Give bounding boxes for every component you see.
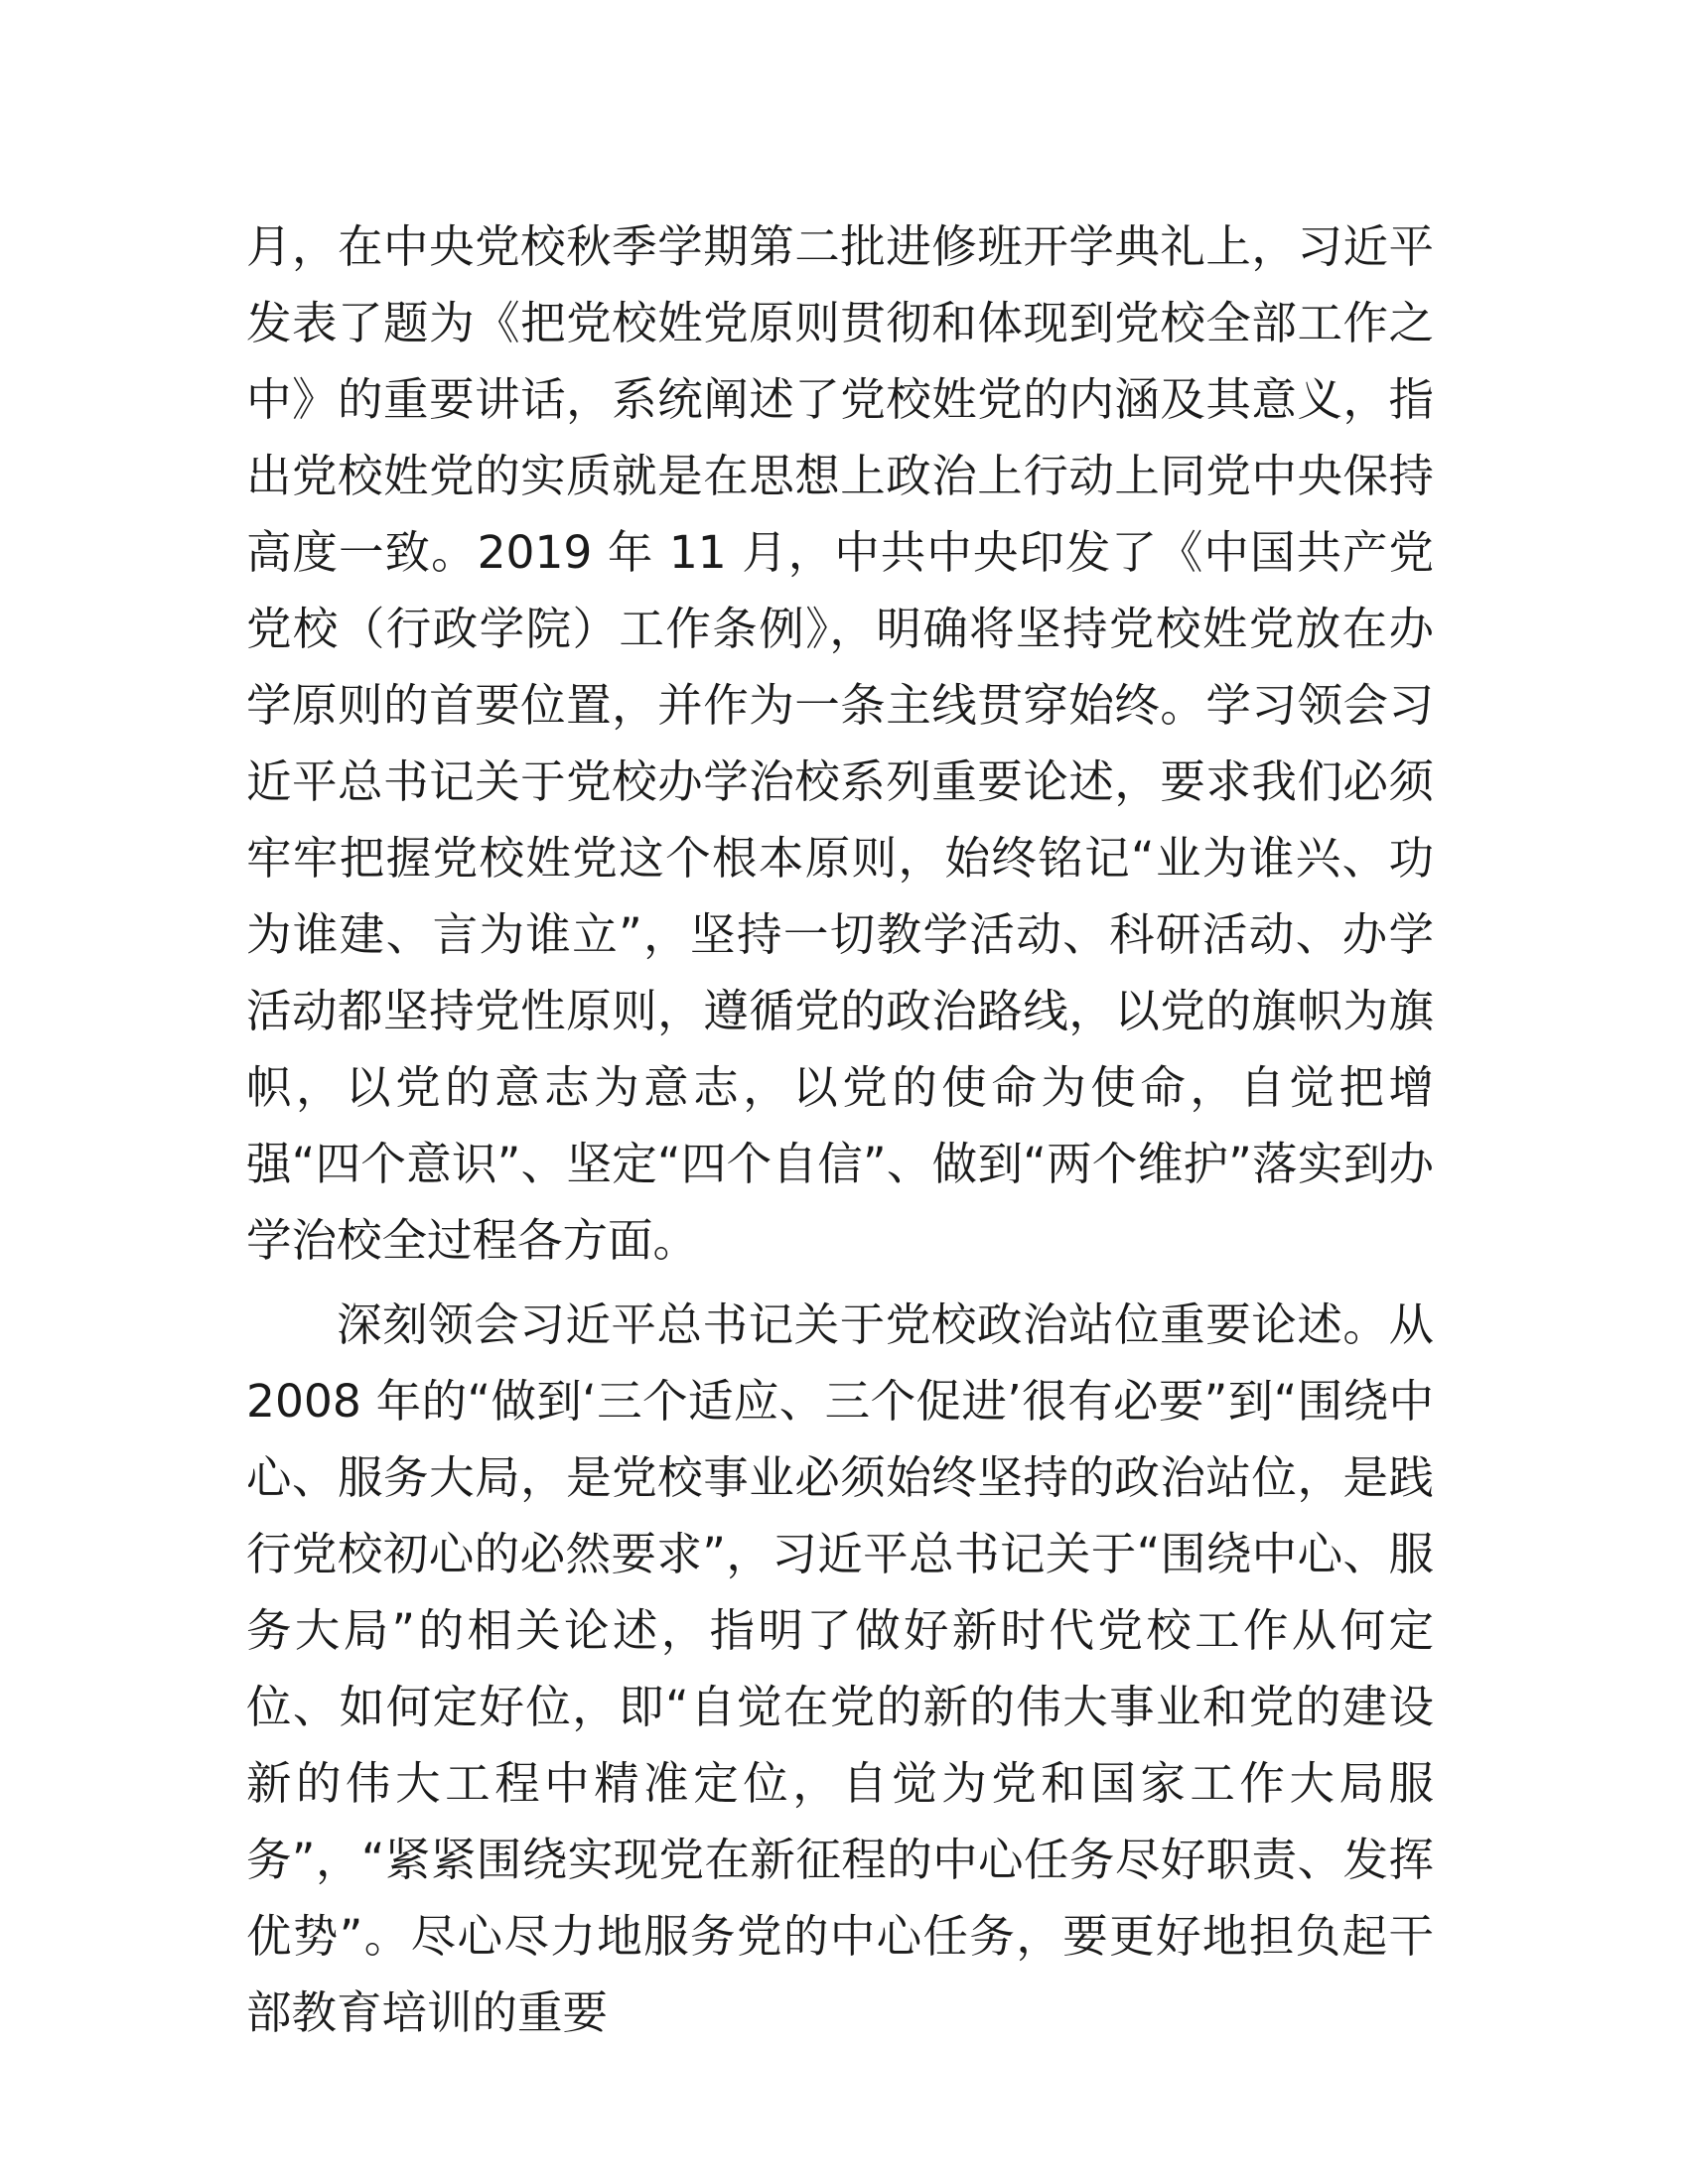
paragraph-1: 月，在中央党校秋季学期第二批进修班开学典礼上，习近平发表了题为《把党校姓党原则贯彻和体现到党校全部工作之中》的重要讲话，系统阐述了党校姓党的内涵及其意义，指出党校姓党的实质就是在思想上政治上行动上同党中央保持高度一致。2019 年 11 月，中共中央印发了《中国共产党党校（行政学院）工作条例》，明确将坚持党校姓党放在办学原则的首要位置，并作为一条主线贯穿始终。学习领会习近平总书记关于党校办学治校系列重要论述，要求我们必须牢牢把握党校姓党这个根本原则，始终铭记“业为谁兴、功为谁建、言为谁立”，坚持一切教学活动、科研活动、办学活动都坚持党性原则，遵循党的政治路线，以党的旗帜为旗帜，以党的意志为意志，以党的使命为使命，自觉把增强“四个意识”、坚定“四个自信”、做到“两个维护”落实到办学治校全过程各方面。 bbox=[246, 220, 1434, 1267]
paragraph-2: 深刻领会习近平总书记关于党校政治站位重要论述。从 2008 年的“做到‘三个适应、三个促进’很有必要”到“围绕中心、服务大局，是党校事业必须始终坚持的政治站位，是践行党校初心的必然要求”，习近平总书记关于“围绕中心、服务大局”的相关论述，指明了做好新时代党校工作从何定位、如何定好位，即“自觉在党的新的伟大事业和党的建设新的伟大工程中精准定位，自觉为党和国家工作大局服务”，“紧紧围绕实现党在新征程的中心任务尽好职责、发挥优势”。尽心尽力地服务党的中心任务，要更好地担负起干部教育培训的重要 bbox=[246, 1298, 1434, 2039]
body-text bbox=[246, 208, 1434, 2051]
